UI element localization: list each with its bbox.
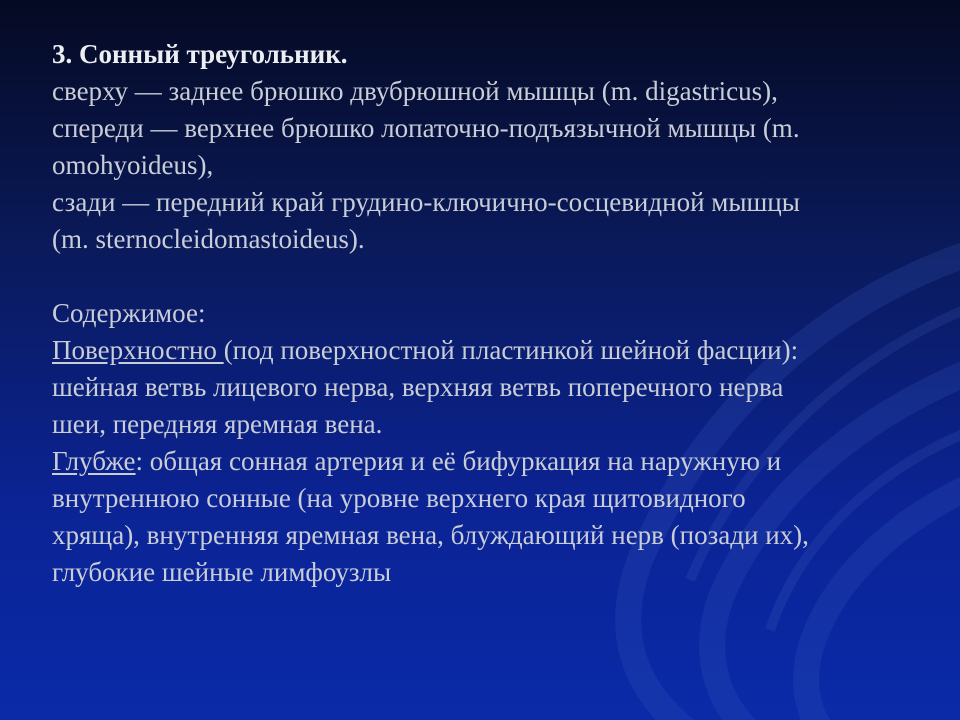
deep-line-1 (52, 443, 932, 480)
deep-text: : общая сонная артерия и её бифуркация на наружную и (135, 446, 782, 476)
boundary-front: спереди — верхнее брюшко лопаточно-подъязычной мышцы (m. (52, 113, 800, 143)
superficial-line-2: шейная ветвь лицевого нерва, верхняя ветвь поперечного нерва (52, 372, 784, 402)
deep-line-2: внутреннюю сонные (на уровне верхнего края щитовидного (52, 483, 746, 513)
superficial-line-3: шеи, передняя яремная вена. (52, 409, 383, 439)
slide-body (52, 36, 932, 591)
deep-line-4: глубокие шейные лимфоузлы (52, 557, 392, 587)
deep-label: Глубже (52, 446, 136, 476)
superficial-label: Поверхностно (52, 335, 224, 365)
slide-title: 3. Сонный треугольник. (52, 39, 348, 69)
spacer (52, 258, 932, 295)
boundary-front-cont: omohyoideus), (52, 150, 214, 180)
boundary-back-cont: (m. sternocleidomastoideus). (52, 224, 365, 254)
superficial-text: (под поверхностной пластинкой шейной фасции): (223, 335, 799, 365)
boundary-top: сверху — заднее брюшко двубрюшной мышцы (m. digastricus), (52, 76, 778, 106)
boundary-back: сзади — передний край грудино-ключично-сосцевидной мышцы (52, 187, 800, 217)
superficial-line-1 (52, 332, 932, 369)
contents-heading: Содержимое: (52, 298, 206, 328)
deep-line-3: хряща), внутренняя яремная вена, блуждающий нерв (позади их), (52, 520, 809, 550)
